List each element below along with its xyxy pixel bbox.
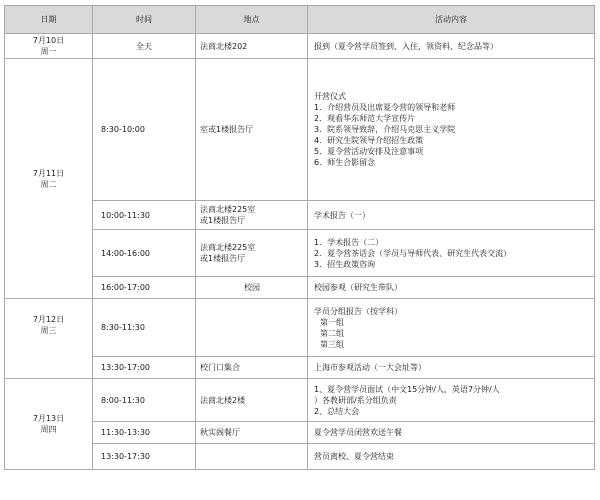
activity-line: 第三组 — [320, 339, 344, 349]
activity-line: 5．夏令营活动安排及注意事项 — [314, 147, 424, 156]
activity-line: 2．观看华东师范大学宣传片 — [314, 114, 416, 123]
time-cell: 全天 — [93, 34, 196, 59]
activity-cell — [308, 444, 595, 470]
activity-line: 2．夏令营茶话会（学员与导师代表、研究生代表交流） — [314, 248, 512, 258]
activity-line: ）各教研部/系分组负责 — [314, 395, 397, 405]
location-cell: 校门口集合 — [196, 357, 308, 379]
location-cell: 室或1楼报告厅 — [196, 59, 308, 201]
activity-line: 1．介绍营员及出席夏令营的领导和老师 — [314, 103, 456, 112]
time-cell: 16:00-17:00 — [93, 277, 196, 299]
time-cell: 13:30-17:00 — [93, 357, 196, 379]
weekday-text: 周三 — [40, 325, 57, 335]
location-line: 或1楼报告厅 — [200, 254, 246, 263]
schedule-body — [5, 34, 595, 470]
activity-line: 学员分组报告（按学科） — [314, 306, 402, 316]
activity-cell — [308, 357, 595, 379]
schedule-row — [5, 230, 595, 277]
date-cell — [5, 379, 93, 470]
activity-cell — [308, 201, 595, 230]
activity-line: 开营仪式 — [314, 92, 346, 101]
schedule-row — [5, 34, 595, 59]
activity-cell — [308, 59, 595, 201]
activity-line: 4．研究生院领导介绍招生政策 — [314, 136, 424, 145]
date-text: 7月11日 — [32, 168, 65, 178]
schedule-row — [5, 299, 595, 357]
header-date: 日期 — [5, 6, 93, 34]
activity-line: 学术报告（一） — [314, 210, 370, 220]
location-line: 法商北楼225室 — [200, 243, 256, 252]
location-cell: 校园 — [196, 277, 308, 299]
date-cell — [5, 299, 93, 379]
header-time: 时间 — [93, 6, 196, 34]
header-row — [5, 6, 595, 34]
date-text: 7月13日 — [32, 414, 65, 423]
date-cell — [5, 34, 93, 59]
activity-line: 1．学术报告（二） — [314, 237, 384, 247]
activity-line: 1、夏令营学员面试（中文15分钟/人、英语7分钟/人 — [314, 384, 500, 394]
location-cell — [196, 201, 308, 230]
date-text: 7月12日 — [32, 314, 65, 324]
time-cell: 13:30-17:30 — [93, 444, 196, 470]
activity-line: 校园参观（研究生带队） — [314, 283, 402, 292]
date-cell — [5, 59, 93, 299]
location-cell — [196, 299, 308, 357]
schedule-row — [5, 379, 595, 422]
date-block — [8, 314, 89, 336]
weekday-text: 周二 — [40, 179, 57, 189]
schedule-row — [5, 277, 595, 299]
location-cell: 法商北楼2楼 — [196, 379, 308, 422]
activity-cell — [308, 379, 595, 422]
activity-cell — [308, 277, 595, 299]
header-location: 地点 — [196, 6, 308, 34]
activity-cell — [308, 422, 595, 444]
time-cell: 10:00-11:30 — [93, 201, 196, 230]
activity-line: 3．院系领导致辞，介绍马克思主义学院 — [314, 125, 456, 134]
location-line: 法商北楼225室 — [200, 205, 256, 214]
activity-cell — [308, 230, 595, 277]
time-cell: 8:00-11:30 — [93, 379, 196, 422]
schedule-row — [5, 201, 595, 230]
time-cell: 8:30-11:30 — [93, 299, 196, 357]
weekday-text: 周四 — [40, 425, 57, 434]
header-content: 活动内容 — [308, 6, 595, 34]
activity-line: 上海市参观活动（一大会址等） — [314, 363, 426, 372]
activity-cell — [308, 34, 595, 59]
date-block — [8, 413, 89, 435]
location-line: 或1楼报告厅 — [200, 216, 246, 225]
activity-line: 第二组 — [320, 328, 344, 338]
activity-line: 3．招生政策咨询 — [314, 259, 376, 269]
time-cell: 14:00-16:00 — [93, 230, 196, 277]
activity-line: 营员离校、夏令营结束 — [314, 452, 394, 461]
time-cell: 11:30-13:30 — [93, 422, 196, 444]
schedule-row — [5, 59, 595, 201]
date-text: 7月10日 — [32, 36, 65, 45]
schedule-row — [5, 422, 595, 444]
location-cell: 秋实阁餐厅 — [196, 422, 308, 444]
weekday-text: 周一 — [40, 47, 57, 56]
time-cell: 8:30-10:00 — [93, 59, 196, 201]
schedule-row — [5, 357, 595, 379]
activity-line: 第一组 — [320, 317, 344, 327]
activity-line: 2、总结大会 — [314, 406, 360, 416]
schedule-table — [4, 5, 595, 470]
location-cell: 法商北楼202 — [196, 34, 308, 59]
activity-cell — [308, 299, 595, 357]
location-cell — [196, 230, 308, 277]
location-cell — [196, 444, 308, 470]
activity-line: 6．师生合影留念 — [314, 158, 376, 167]
schedule-row — [5, 444, 595, 470]
activity-line: 报到（夏令营学员签到、入住，领资料、纪念品等） — [314, 41, 498, 51]
date-block — [8, 168, 89, 190]
activity-line: 夏令营学员闭营欢送午餐 — [314, 428, 402, 437]
date-block — [8, 35, 89, 57]
